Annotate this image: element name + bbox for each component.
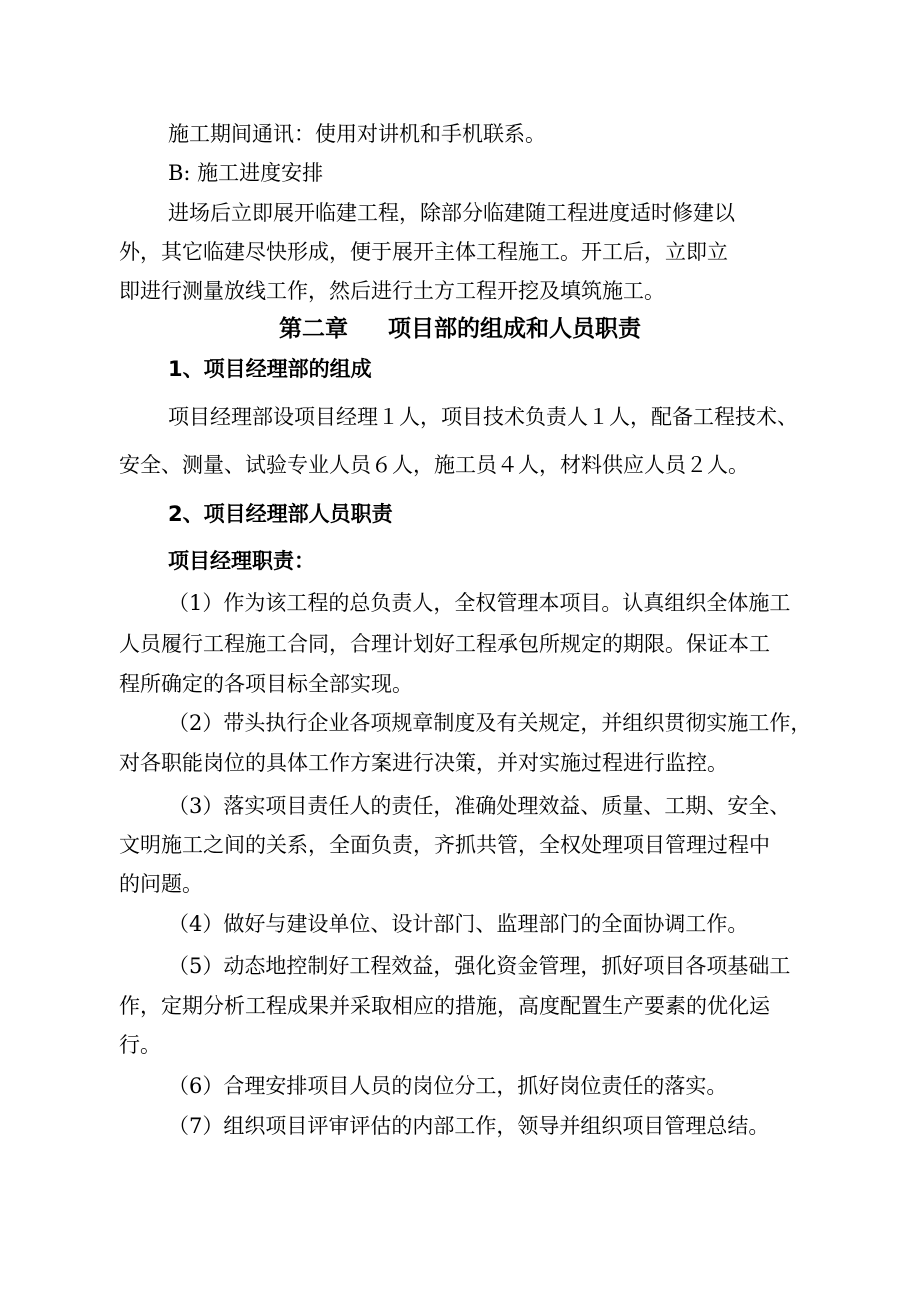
section-1-line: 项目经理部设项目经理１人，项目技术负责人１人，配备工程技术、: [168, 405, 798, 429]
duty-item-line: 对各职能岗位的具体工作方案进行决策，并对实施过程进行监控。: [119, 751, 728, 775]
schedule-line: 进场后立即展开临建工程，除部分临建随工程进度适时修建以: [168, 201, 735, 225]
chapter-name: 项目部的组成和人员职责: [388, 316, 641, 342]
section-1-heading: 1、项目经理部的组成: [168, 357, 372, 381]
manager-duties-subheading: 项目经理职责：: [168, 549, 315, 573]
duty-item-line: 人员履行工程施工合同，合理计划好工程承包所规定的期限。保证本工: [119, 632, 770, 656]
duty-item-line: （4）做好与建设单位、设计部门、监理部门的全面协调工作。: [168, 912, 749, 936]
duty-item-line: 文明施工之间的关系，全面负责，齐抓共管，全权处理项目管理过程中: [119, 833, 770, 857]
duty-item-line: 程所确定的各项目标全部实现。: [119, 672, 413, 696]
section-2-heading: 2、项目经理部人员职责: [168, 502, 393, 526]
duty-item-line: （5）动态地控制好工程效益，强化资金管理，抓好项目各项基础工: [168, 954, 791, 978]
chapter-number: 第二章: [279, 316, 348, 342]
duty-item-line: （7）组织项目评审评估的内部工作，领导并组织项目管理总结。: [168, 1114, 770, 1138]
duty-item-line: （1）作为该工程的总负责人，全权管理本项目。认真组织全体施工: [168, 591, 791, 615]
duty-item-line: 的问题。: [119, 872, 203, 896]
duty-item-line: （2）带头执行企业各项规章制度及有关规定，并组织贯彻实施工作，: [168, 711, 812, 735]
duty-item-line: （6）合理安排项目人员的岗位分工，抓好岗位责任的落实。: [168, 1074, 728, 1098]
chapter-title: [0, 314, 920, 344]
duty-item-line: 行。: [119, 1033, 161, 1057]
schedule-line: 外，其它临建尽快形成，便于展开主体工程施工。开工后，立即立: [119, 240, 728, 264]
section-1-line: 安全、测量、试验专业人员６人，施工员４人，材料供应人员２人。: [119, 453, 749, 477]
section-b-heading: B: 施工进度安排: [168, 161, 324, 185]
schedule-line: 即进行测量放线工作，然后进行土方工程开挖及填筑施工。: [119, 279, 665, 303]
communication-line: 施工期间通讯：使用对讲机和手机联系。: [168, 122, 546, 146]
duty-item-line: 作，定期分析工程成果并采取相应的措施，高度配置生产要素的优化运: [119, 994, 770, 1018]
duty-item-line: （3）落实项目责任人的责任，准确处理效益、质量、工期、安全、: [168, 794, 791, 818]
